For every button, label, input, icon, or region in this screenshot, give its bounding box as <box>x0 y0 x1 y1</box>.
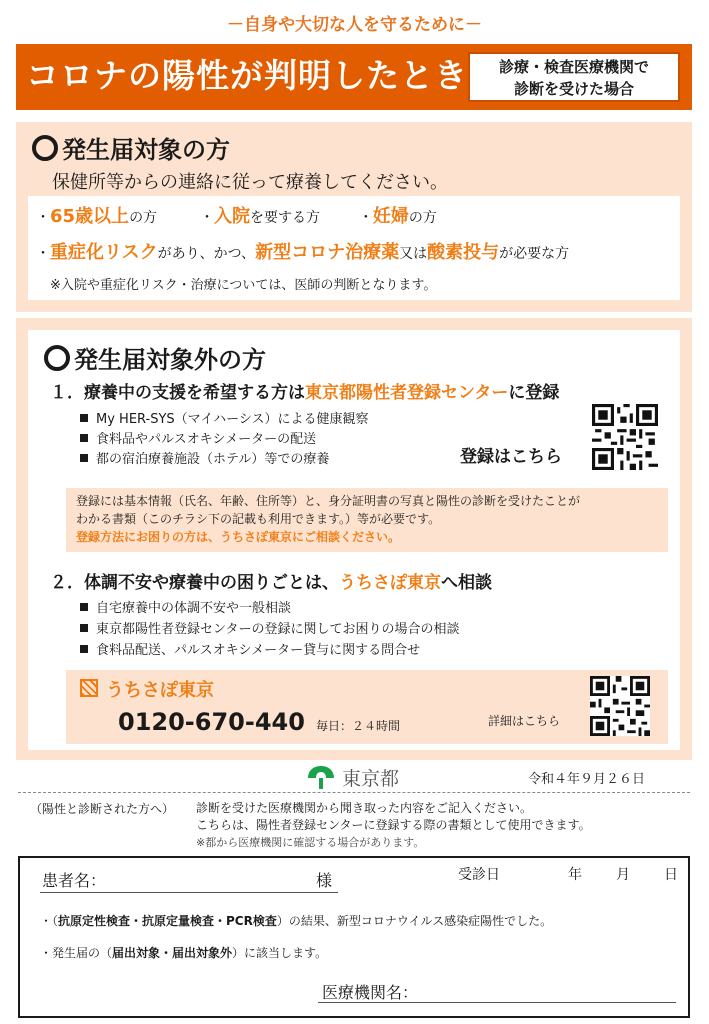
notification-line: ・発生届の（届出対象・届出対象外）に該当します。 <box>40 946 328 960</box>
org-name: 東京都 <box>342 768 400 790</box>
circle-mark-icon <box>32 135 58 161</box>
cut-line <box>18 792 690 793</box>
qr-code-icon[interactable] <box>592 404 658 470</box>
tokyo-logo-icon <box>306 764 336 794</box>
square-bullet-icon <box>80 603 88 611</box>
square-bullet-icon <box>80 645 88 653</box>
circle-mark-icon <box>44 345 70 371</box>
register-link[interactable]: 登録はこちら <box>460 447 562 467</box>
subtitle-box <box>468 52 680 102</box>
info-text: 登録には基本情報（氏名、年齢、住所等）と、身分証明書の写真と陽性の診断を受けたことが わかる書類（このチラシ下の記載も利用できます。）等が必要です。 登録方法にお困りの方は、うちさぽ東京にご相談ください。 <box>76 494 581 544</box>
cut-text: 診断を受けた医療機関から聞き取った内容をご記入ください。 こちらは、陽性者登録センターに登録する際の書類として使用できます。 ※都から医療機関に確認する場合があります。 <box>196 801 591 849</box>
honorific: 様 <box>316 871 333 890</box>
sub1-list <box>80 410 369 470</box>
institution-label: 医療機関名： <box>322 983 419 1002</box>
tagline: －自身や大切な人を守るために－ <box>227 15 482 35</box>
section1-line2: ・重症化リスクがあり、かつ、新型コロナ治療薬又は酸素投与が必要な方 <box>36 242 570 263</box>
contact-phone-row <box>118 708 400 736</box>
year-label: 年 <box>568 867 582 883</box>
hours: 毎日：２４時間 <box>316 719 401 733</box>
test-result-line: ・（抗原定性検査・抗原定量検査・PCR検査）の結果、新型コロナウイルス感染症陽性でした。 <box>40 914 553 928</box>
hatched-square-icon <box>80 679 98 697</box>
sub1-heading: １．療養中の支援を希望する方は東京都陽性者登録センターに登録 <box>50 383 560 403</box>
list-item: 食料品やパルスオキシメーターの配送 <box>80 430 369 450</box>
list-item: My HER-SYS（マイハーシス）による健康観察 <box>80 410 369 430</box>
list-item: 自宅療養中の体調不安や一般相談 <box>80 598 459 619</box>
section1-heading: 発生届対象の方 <box>32 130 230 165</box>
phone-number[interactable]: 0120-670-440 <box>118 708 305 736</box>
month-label: 月 <box>616 867 630 883</box>
contact-service: うちさぽ東京 <box>80 676 214 702</box>
details-link[interactable]: 詳細はこちら <box>488 714 561 728</box>
section1-line1: ・65歳以上の方 ・入院を要する方 ・妊婦の方 <box>36 206 437 227</box>
cut-label: （陽性と診断された方へ） <box>30 802 175 816</box>
qr-code-icon[interactable] <box>590 676 650 736</box>
sub2-heading: ２．体調不安や療養中の困りごとは、うちさぽ東京へ相談 <box>50 573 492 593</box>
square-bullet-icon <box>80 454 88 462</box>
square-bullet-icon <box>80 624 88 632</box>
section1-note: ※入院や重症化リスク・治療については、医師の判断となります。 <box>50 278 437 293</box>
day-label: 日 <box>664 867 678 883</box>
patient-label: 患者名： <box>42 871 107 890</box>
square-bullet-icon <box>80 414 88 422</box>
visit-date-label: 受診日 <box>458 867 500 883</box>
subtitle-line1: 診療・検査医療機関で <box>498 58 649 76</box>
page-title: コロナの陽性が判明したとき <box>26 56 468 95</box>
list-item: 食料品配送、パルスオキシメーター貸与に関する問合せ <box>80 640 459 661</box>
section1-lead: 保健所等からの連絡に従って療養してください。 <box>52 172 448 193</box>
square-bullet-icon <box>80 434 88 442</box>
subtitle-line2: 診断を受けた場合 <box>513 80 634 98</box>
issue-date: 令和４年９月２６日 <box>528 772 646 787</box>
list-item: 都の宿泊療養施設（ホテル）等での療養 <box>80 450 369 470</box>
section2-heading: 発生届対象外の方 <box>44 340 266 375</box>
sub2-list <box>80 598 459 661</box>
list-item: 東京都陽性者登録センターの登録に関してお困りの場合の相談 <box>80 619 459 640</box>
